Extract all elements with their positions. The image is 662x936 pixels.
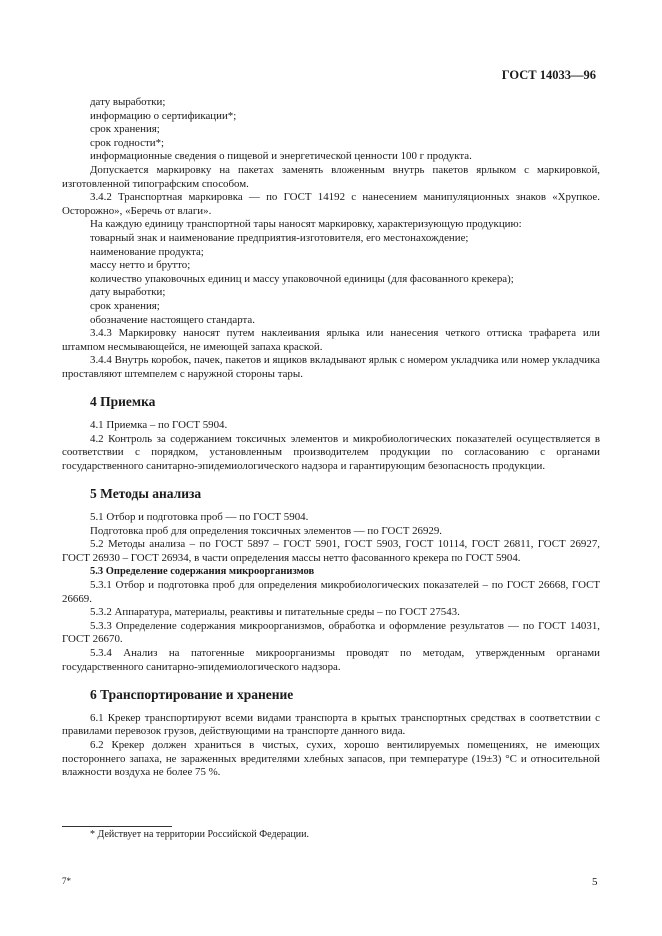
paragraph: На каждую единицу транспортной тары наносят маркировку, характеризующую продукцию: xyxy=(90,218,522,231)
paragraph: 5.2 Методы анализа – по ГОСТ 5897 – ГОСТ 5901, ГОСТ 5903, ГОСТ 10114, ГОСТ 26811, ГОСТ 26927, ГОСТ 26930 – ГОСТ 26934, в части определения массы нетто фасованного крекера по ГОСТ 5904. xyxy=(62,538,600,564)
paragraph: наименование продукта; xyxy=(90,245,204,258)
page-number: 5 xyxy=(592,876,598,888)
paragraph: срок годности*; xyxy=(90,136,165,149)
section-heading: 6 Транспортирование и хранение xyxy=(90,687,294,703)
paragraph: срок хранения; xyxy=(90,299,160,312)
paragraph: 3.4.2 Транспортная маркировка — по ГОСТ 14192 с нанесением манипуляционных знаков «Хрупкое. Осторожно», «Беречь от влаги». xyxy=(62,191,600,217)
subsection-heading: 5.3 Определение содержания микроорганизмов xyxy=(90,566,315,578)
paragraph: информационные сведения о пищевой и энергетической ценности 100 г продукта. xyxy=(90,150,472,163)
paragraph: 6.1 Крекер транспортируют всеми видами транспорта в крытых транспортных средствах в соответствии с правилами перевозок грузов, действующими на транспорте данного вида. xyxy=(62,711,600,738)
paragraph: 3.4.4 Внутрь коробок, пачек, пакетов и ящиков вкладывают ярлык с номером укладчика или номер укладчика проставляют штемпелем с наружной стороны тары. xyxy=(62,354,600,380)
page-header-standard: ГОСТ 14033—96 xyxy=(501,68,596,82)
paragraph: 3.4.3 Маркировку наносят путем наклеивания ярлыка или нанесения четкого оттиска трафарета или штампом несмывающейся, не имеющей запаха краской. xyxy=(62,327,600,353)
paragraph: массу нетто и брутто; xyxy=(90,259,191,272)
paragraph: 6.2 Крекер должен храниться в чистых, сухих, хорошо вентилируемых помещениях, не имеющих постороннего запаха, не зараженных вредителями хлебных запасов, при температуре (19±3) °С и относительной влажности воздуха не более 75 %. xyxy=(62,738,600,779)
paragraph: обозначение настоящего стандарта. xyxy=(90,313,255,326)
paragraph: Подготовка проб для определения токсичных элементов — по ГОСТ 26929. xyxy=(90,524,443,537)
paragraph: 4.2 Контроль за содержанием токсичных элементов и микробиологических показателей осуществляется в соответствии с порядком, установленным производителем продукции по согласованию с органами государственного санитарно-эпидемиологического надзора и гарантирующим безопасность продукции. xyxy=(62,432,600,472)
paragraph: срок хранения; xyxy=(90,123,160,136)
paragraph: 5.1 Отбор и подготовка проб — по ГОСТ 5904. xyxy=(90,511,309,524)
section-heading: 4 Приемка xyxy=(90,394,156,410)
document-body xyxy=(62,96,600,780)
paragraph: 5.3.2 Аппаратура, материалы, реактивы и питательные среды – по ГОСТ 27543. xyxy=(90,606,460,619)
paragraph: информацию о сертификации*; xyxy=(90,109,237,122)
paragraph: дату выработки; xyxy=(90,286,166,299)
paragraph: количество упаковочных единиц и массу упаковочной единицы (для фасованного крекера); xyxy=(90,272,514,285)
paragraph: дату выработки; xyxy=(90,96,166,108)
footnote-rule xyxy=(62,826,172,827)
paragraph: 4.1 Приемка – по ГОСТ 5904. xyxy=(90,419,228,432)
paragraph: 5.3.3 Определение содержания микроорганизмов, обработка и оформление результатов — по ГОСТ 14031, ГОСТ 26670. xyxy=(62,619,600,646)
paragraph: Допускается маркировку на пакетах заменять вложенным внутрь пакетов ярлыком с маркировкой, изготовленной типографским способом. xyxy=(62,163,600,190)
footnote: * Действует на территории Российской Федерации. xyxy=(90,829,309,840)
section-heading: 5 Методы анализа xyxy=(90,486,202,502)
paragraph: товарный знак и наименование предприятия-изготовителя, его местонахождение; xyxy=(90,231,469,244)
paragraph: 5.3.1 Отбор и подготовка проб для определения микробиологических показателей – по ГОСТ 26668, ГОСТ 26669. xyxy=(62,579,600,605)
page-mark-left: 7* xyxy=(62,876,71,886)
paragraph: 5.3.4 Анализ на патогенные микроорганизмы проводят по методам, утвержденным органами государственного санитарно-эпидемиологического надзора. xyxy=(62,646,600,673)
